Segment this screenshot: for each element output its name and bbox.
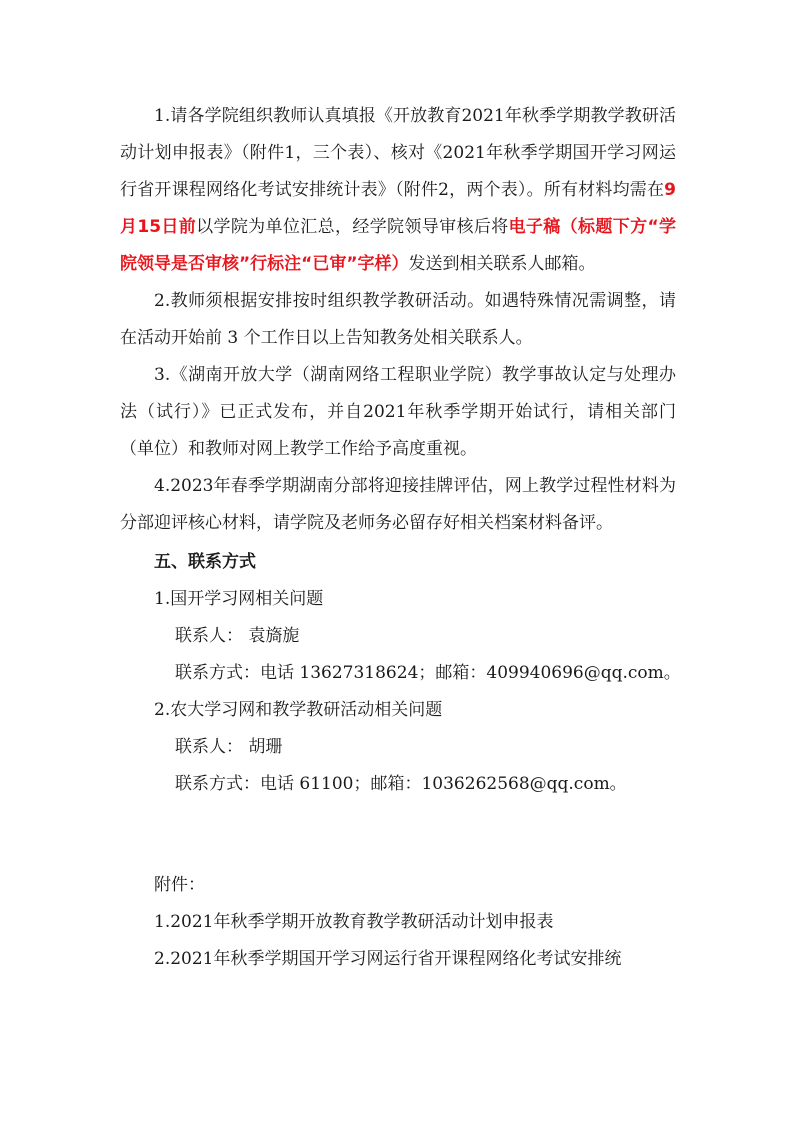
attachment-item-2: 2.2021年秋季学期国开学习网运行省开课程网络化考试安排统 (154, 949, 622, 969)
contact-item-1-person: 联系人： 袁旖旎 (175, 626, 300, 646)
contact-item-2-title: 2.农大学习网和教学教研活动相关问题 (154, 700, 443, 720)
paragraph-2: 2.教师须根据安排按时组织教学教研活动。如遇特殊情况需调整，请在活动开始前 3 个工作日以上告知教务处相关联系人。 (120, 291, 676, 348)
document-page (120, 98, 681, 978)
paragraph-1-text-a: 1.请各学院组织教师认真填报《开放教育2021年秋季学期教学教研活动计划申报表》（附件1，三个表）、核对《2021年秋季学期国开学习网运行省开课程网络化考试安排统计表》（附件2，两个表）。所有材料均需在 (120, 106, 676, 200)
paragraph-3: 3.《湖南开放大学（湖南网络工程职业学院）教学事故认定与处理办法（试行）》已正式发布，并自2021年秋季学期开始试行，请相关部门（单位）和教师对网上教学工作给予高度重视。 (120, 365, 676, 459)
paragraph-1-text-e: 发送到相关联系人邮箱。 (408, 254, 596, 274)
electronic-draft-highlight: 电子稿（标题下方“学院领导是否审核”行标注“已审”字样） (120, 217, 676, 274)
attachments-label: 附件： (154, 875, 205, 895)
contact-item-1-title: 1.国开学习网相关问题 (154, 589, 324, 609)
attachment-item-1: 1.2021年秋季学期开放教育教学教研活动计划申报表 (154, 912, 554, 932)
contact-heading: 五、联系方式 (154, 552, 256, 572)
paragraph-4: 4.2023年春季学期湖南分部将迎接挂牌评估，网上教学过程性材料为分部迎评核心材料，请学院及老师务必留存好相关档案材料备评。 (120, 476, 676, 533)
contact-item-2-person: 联系人： 胡珊 (175, 737, 283, 757)
paragraph-1 (120, 98, 676, 283)
contact-item-2-method: 联系方式：电话 61100；邮箱：1036262568@qq.com。 (175, 774, 627, 794)
paragraph-1-text-c: 以学院为单位汇总，经学院领导审核后将 (196, 217, 509, 237)
deadline-highlight: 9月15日前 (120, 180, 676, 237)
contact-item-1-method: 联系方式：电话 13627318624；邮箱：409940696@qq.com。 (175, 663, 681, 683)
